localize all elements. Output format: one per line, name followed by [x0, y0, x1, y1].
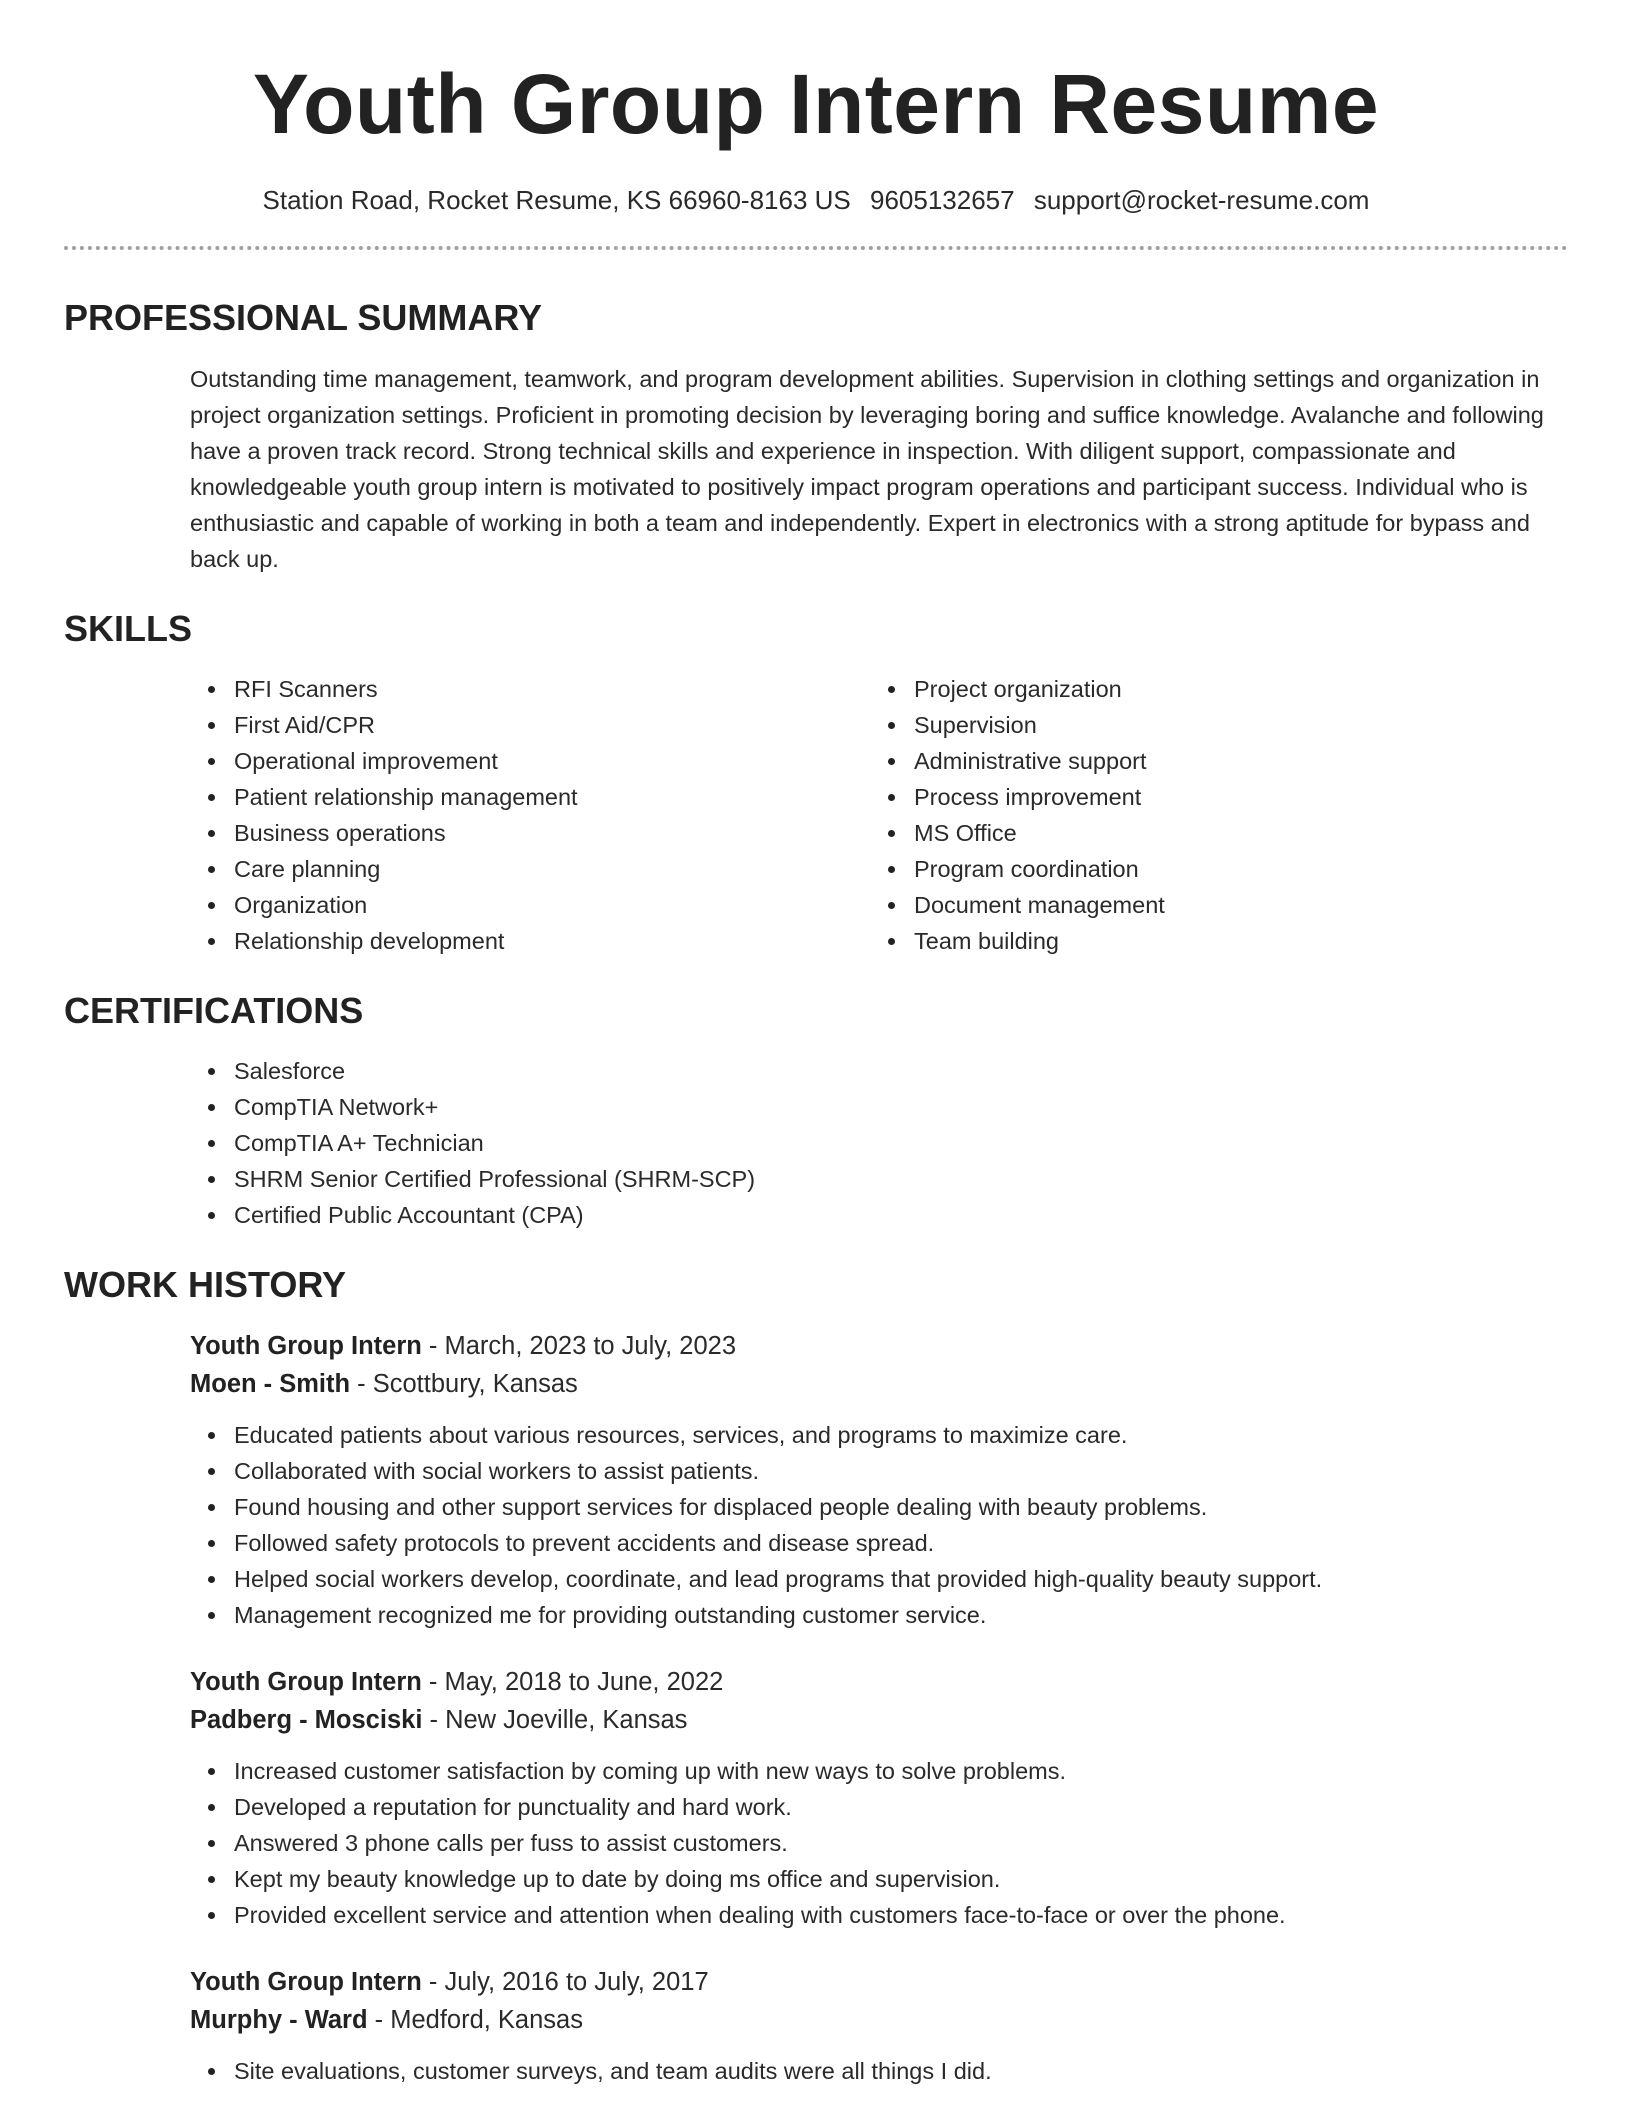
job-entry: [190, 1663, 1568, 1933]
job-dates: - July, 2016 to July, 2017: [421, 1968, 709, 1996]
job-bullets: [190, 1753, 1568, 1933]
list-item: Kept my beauty knowledge up to date by doing ms office and supervision.: [234, 1861, 1568, 1897]
contact-address: Station Road, Rocket Resume, KS 66960-8163 US: [262, 185, 851, 215]
list-item: Provided excellent service and attention when dealing with customers face-to-face or over the phone.: [234, 1897, 1568, 1933]
skills-section: [64, 607, 1568, 959]
list-item: Process improvement: [914, 779, 1514, 815]
list-item: Document management: [914, 887, 1514, 923]
job-company: Murphy - Ward: [190, 2006, 368, 2034]
list-item: Developed a reputation for punctuality and hard work.: [234, 1789, 1568, 1825]
skills-list-right: [744, 671, 1514, 959]
list-item: Program coordination: [914, 851, 1514, 887]
list-item: Administrative support: [914, 743, 1514, 779]
job-dates: - March, 2023 to July, 2023: [421, 1332, 737, 1360]
job-location: - Medford, Kansas: [367, 2006, 583, 2034]
list-item: Salesforce: [234, 1053, 1568, 1089]
list-item: Followed safety protocols to prevent accidents and disease spread.: [234, 1525, 1568, 1561]
list-item: Management recognized me for providing outstanding customer service.: [234, 1597, 1568, 1633]
job-dates: - May, 2018 to June, 2022: [421, 1668, 724, 1696]
list-item: RFI Scanners: [234, 671, 744, 707]
job-location: - New Joeville, Kansas: [422, 1706, 688, 1734]
list-item: Helped social workers develop, coordinate, and lead programs that provided high-quality beauty support.: [234, 1561, 1568, 1597]
certifications-heading: CERTIFICATIONS: [64, 990, 364, 1031]
list-item: Patient relationship management: [234, 779, 744, 815]
job-company-line: [190, 2001, 1568, 2039]
list-item: Site evaluations, customer surveys, and team audits were all things I did.: [234, 2053, 1568, 2089]
list-item: Team building: [914, 923, 1514, 959]
job-title-line: [190, 1963, 1568, 2001]
list-item: Increased customer satisfaction by coming up with new ways to solve problems.: [234, 1753, 1568, 1789]
job-bullets: [190, 1417, 1568, 1633]
job-location: - Scottbury, Kansas: [350, 1370, 578, 1398]
job-title-line: [190, 1327, 1568, 1365]
certifications-section: [64, 989, 1568, 1233]
list-item: Collaborated with social workers to assist patients.: [234, 1453, 1568, 1489]
job-entry: [190, 1963, 1568, 2089]
contact-email: support@rocket-resume.com: [1033, 185, 1370, 215]
summary-heading: PROFESSIONAL SUMMARY: [64, 297, 543, 338]
list-item: Supervision: [914, 707, 1514, 743]
work-history-section: [64, 1263, 1568, 2089]
job-title: Youth Group Intern: [190, 1668, 422, 1696]
page-title: Youth Group Intern Resume: [252, 57, 1380, 151]
list-item: First Aid/CPR: [234, 707, 744, 743]
list-item: Found housing and other support services for displaced people dealing with beauty problems.: [234, 1489, 1568, 1525]
contact-line: [64, 182, 1568, 218]
job-title: Youth Group Intern: [190, 1968, 422, 1996]
list-item: Care planning: [234, 851, 744, 887]
job-bullets: [190, 2053, 1568, 2089]
list-item: SHRM Senior Certified Professional (SHRM-SCP): [234, 1161, 1568, 1197]
summary-text: Outstanding time management, teamwork, and program development abilities. Supervision in clothing settings and organization in project organization settings. Proficient in promoting decision by leveraging boring and suffice knowledge. Avalanche and following have a proven track record. Strong technical skills and experience in inspection. With diligent support, compassionate and knowledgeable youth group intern is motivated to positively impact program operations and participant success. Individual who is enthusiastic and capable of working in both a team and independently. Expert in electronics with a strong aptitude for bypass and back up.: [190, 366, 1544, 572]
skills-columns: [64, 671, 1568, 959]
list-item: Organization: [234, 887, 744, 923]
work-history-heading: WORK HISTORY: [64, 1264, 347, 1305]
job-company-line: [190, 1701, 1568, 1739]
list-item: Business operations: [234, 815, 744, 851]
summary-section: [64, 296, 1568, 577]
job-title: Youth Group Intern: [190, 1332, 422, 1360]
job-company: Moen - Smith: [190, 1370, 351, 1398]
list-item: CompTIA Network+: [234, 1089, 1568, 1125]
list-item: CompTIA A+ Technician: [234, 1125, 1568, 1161]
list-item: Answered 3 phone calls per fuss to assist customers.: [234, 1825, 1568, 1861]
job-company-line: [190, 1365, 1568, 1403]
list-item: Educated patients about various resources, services, and programs to maximize care.: [234, 1417, 1568, 1453]
skills-list-left: [64, 671, 744, 959]
list-item: MS Office: [914, 815, 1514, 851]
contact-phone: 9605132657: [870, 185, 1015, 215]
certifications-list: [64, 1053, 1568, 1233]
job-title-line: [190, 1663, 1568, 1701]
list-item: Relationship development: [234, 923, 744, 959]
job-entry: [190, 1327, 1568, 1633]
header-divider: [64, 246, 1568, 250]
job-company: Padberg - Mosciski: [190, 1706, 423, 1734]
list-item: Operational improvement: [234, 743, 744, 779]
list-item: Project organization: [914, 671, 1514, 707]
list-item: Certified Public Accountant (CPA): [234, 1197, 1568, 1233]
skills-heading: SKILLS: [64, 608, 193, 649]
resume-page: [64, 0, 1568, 2089]
